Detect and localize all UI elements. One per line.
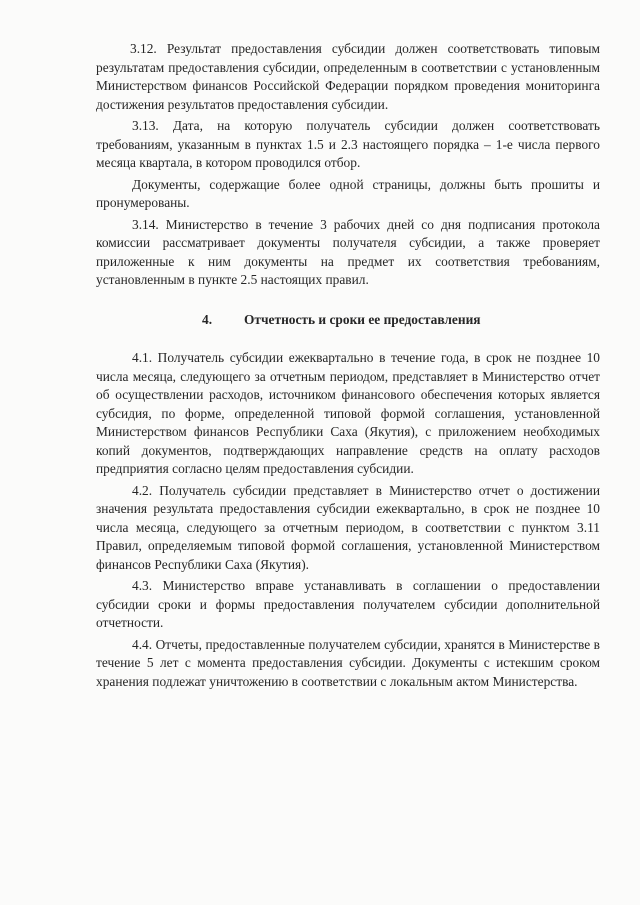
clause-4-1: 4.1. Получатель субсидии ежеквартально в течение года, в срок не позднее 10 числа месяца, следующего за отчетным периодом, представляет в Министерство отчет об осуществлении расходов, источником финансового обеспечения которых является субсидия, по форме, определенной типовой формой соглашения, установленной Министерством финансов Республики Саха (Якутия), с приложением необходимых копий документов, подтверждающих направление средств на оплату расходов предприятия согласно целям предоставления субсидии. bbox=[96, 350, 600, 476]
clause-3-12: 3.12. Результат предоставления субсидии должен соответствовать типовым результатам предоставления субсидии, определенным в соответствии с установленным Министерством финансов Российской Федерации порядком проведения мониторинга достижения результатов предоставления субсидии. bbox=[96, 41, 600, 112]
documents-binding-note: Документы, содержащие более одной страницы, должны быть прошиты и пронумерованы. bbox=[96, 176, 600, 210]
clause-4-3: 4.3. Министерство вправе устанавливать в соглашении о предоставлении субсидии сроки и формы предоставления получателем субсидии дополнительной отчетности. bbox=[96, 578, 600, 630]
section-4-heading bbox=[96, 311, 600, 330]
clause-3-13: 3.13. Дата, на которую получатель субсидии должен соответствовать требованиям, указанным в пунктах 1.5 и 2.3 настоящего порядка – 1-е числа первого месяца квартала, в котором проводился отбор. bbox=[96, 118, 600, 170]
section-4-number: 4. bbox=[202, 311, 213, 327]
section-4-title: Отчетность и сроки ее предоставления bbox=[244, 311, 481, 327]
clause-3-14: 3.14. Министерство в течение 3 рабочих дней со дня подписания протокола комиссии рассматривает документы получателя субсидии, а также проверяет приложенные к ним документы на предмет их соответствия требованиям, установленным в пункте 2.5 настоящих правил. bbox=[96, 216, 600, 287]
clause-4-2: 4.2. Получатель субсидии представляет в Министерство отчет о достижении значения результата предоставления субсидии ежеквартально, в срок не позднее 10 числа месяца, следующего за отчетным периодом, в соответствии с пунктом 3.11 Правил, определяемым типовой формой соглашения, установленной Министерством финансов Республики Саха (Якутия). bbox=[96, 482, 600, 572]
clause-4-4: 4.4. Отчеты, предоставленные получателем субсидии, хранятся в Министерстве в течение 5 лет с момента предоставления субсидии. Документы с истекшим сроком хранения подлежат уничтожению в соответствии с локальным актом Министерства. bbox=[96, 636, 600, 689]
document-body bbox=[96, 40, 600, 691]
